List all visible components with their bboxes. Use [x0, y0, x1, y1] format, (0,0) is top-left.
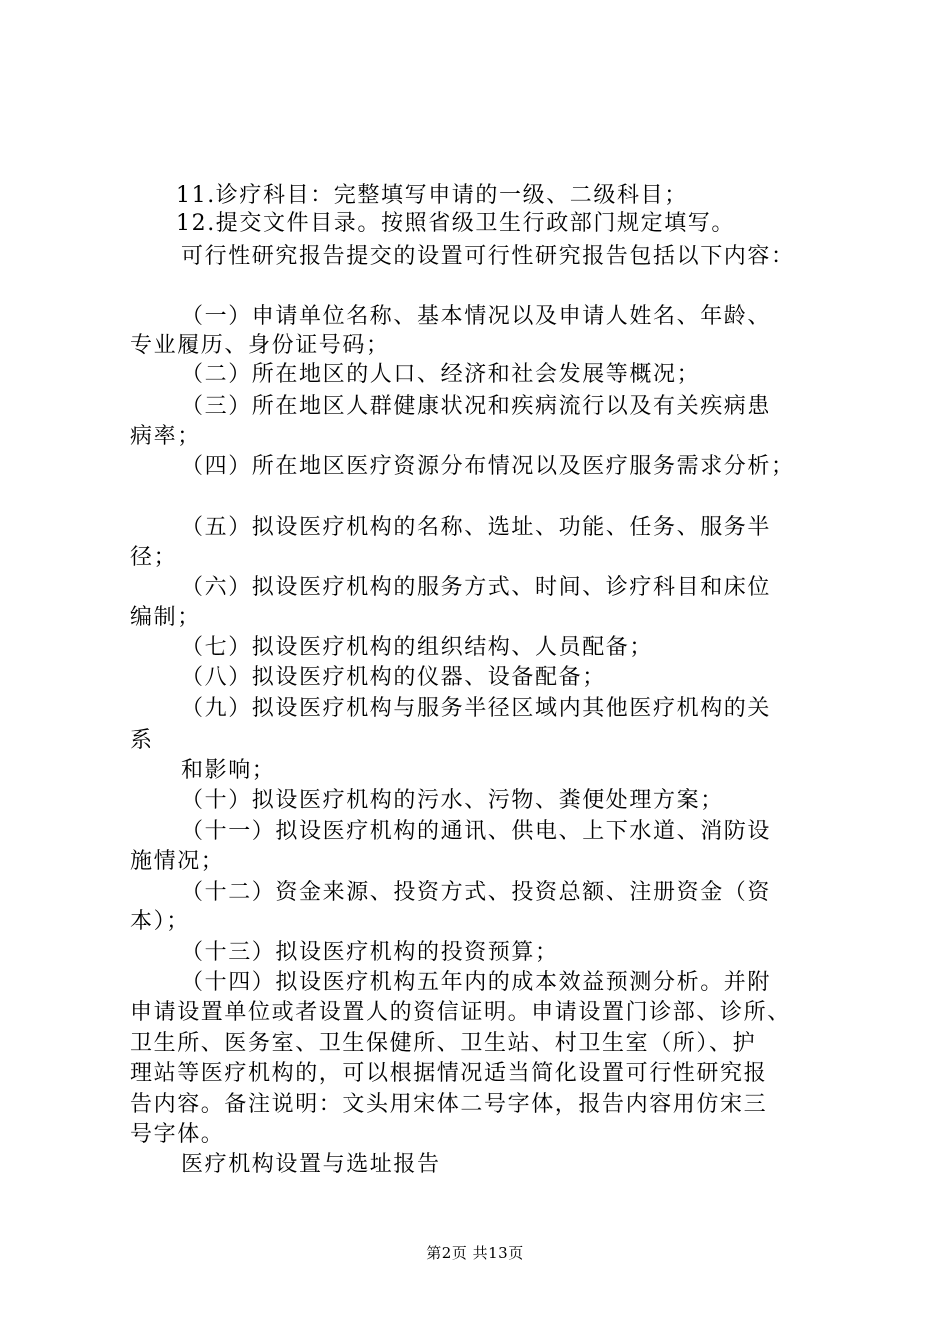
body-line-11: 径； — [130, 545, 178, 570]
body-line-7: （三）所在地区人群健康状况和疾病流行以及有关疾病患 — [181, 394, 772, 419]
body-line-10: （五）拟设医疗机构的名称、选址、功能、任务、服务半 — [181, 515, 772, 540]
body-line-17: 系 — [130, 728, 154, 753]
body-line-2: 12.提交文件目录。按照省级卫生行政部门规定填写。 — [176, 211, 735, 236]
body-line-28: 理站等医疗机构的，可以根据情况适当简化设置可行性研究报 — [130, 1061, 768, 1086]
body-line-21: 施情况； — [130, 849, 225, 874]
body-line-25: （十四）拟设医疗机构五年内的成本效益预测分析。并附 — [181, 970, 772, 995]
body-line-18: 和影响； — [181, 758, 276, 783]
body-line-30: 号字体。 — [130, 1122, 225, 1147]
body-line-14: （七）拟设医疗机构的组织结构、人员配备； — [181, 635, 654, 660]
body-line-31: 医疗机构设置与选址报告 — [181, 1152, 441, 1177]
body-line-15: （八）拟设医疗机构的仪器、设备配备； — [181, 665, 606, 690]
body-line-24: （十三）拟设医疗机构的投资预算； — [181, 940, 559, 965]
body-line-8: 病率； — [130, 424, 201, 449]
body-line-27: 卫生所、医务室、卫生保健所、卫生站、村卫生室（所）、护 — [130, 1031, 757, 1056]
body-line-3: 可行性研究报告提交的设置可行性研究报告包括以下内容： — [181, 244, 795, 269]
body-line-4: （一）申请单位名称、基本情况以及申请人姓名、年龄、 — [181, 304, 772, 329]
body-line-20: （十一）拟设医疗机构的通讯、供电、上下水道、消防设 — [181, 819, 772, 844]
body-line-9: （四）所在地区医疗资源分布情况以及医疗服务需求分析； — [181, 454, 795, 479]
body-line-6: （二）所在地区的人口、经济和社会发展等概况； — [181, 362, 701, 387]
body-line-22: （十二）资金来源、投资方式、投资总额、注册资金（资 — [181, 880, 772, 905]
body-line-19: （十）拟设医疗机构的污水、污物、粪便处理方案； — [181, 788, 724, 813]
body-line-23: 本）； — [130, 909, 190, 934]
body-line-1: 11.诊疗科目：完整填写申请的一级、二级科目； — [176, 183, 688, 208]
page-number-footer: 第2页 共13页 — [426, 1244, 524, 1262]
body-line-5: 专业履历、身份证号码； — [130, 333, 390, 358]
body-line-13: 编制； — [130, 605, 201, 630]
body-line-29: 告内容。备注说明：文头用宋体二号字体，报告内容用仿宋三 — [130, 1092, 768, 1117]
body-line-12: （六）拟设医疗机构的服务方式、时间、诊疗科目和床位 — [181, 575, 772, 600]
body-line-26: 申请设置单位或者设置人的资信证明。申请设置门诊部、诊所、 — [130, 1000, 791, 1025]
body-line-16: （九）拟设医疗机构与服务半径区域内其他医疗机构的关 — [181, 696, 772, 721]
